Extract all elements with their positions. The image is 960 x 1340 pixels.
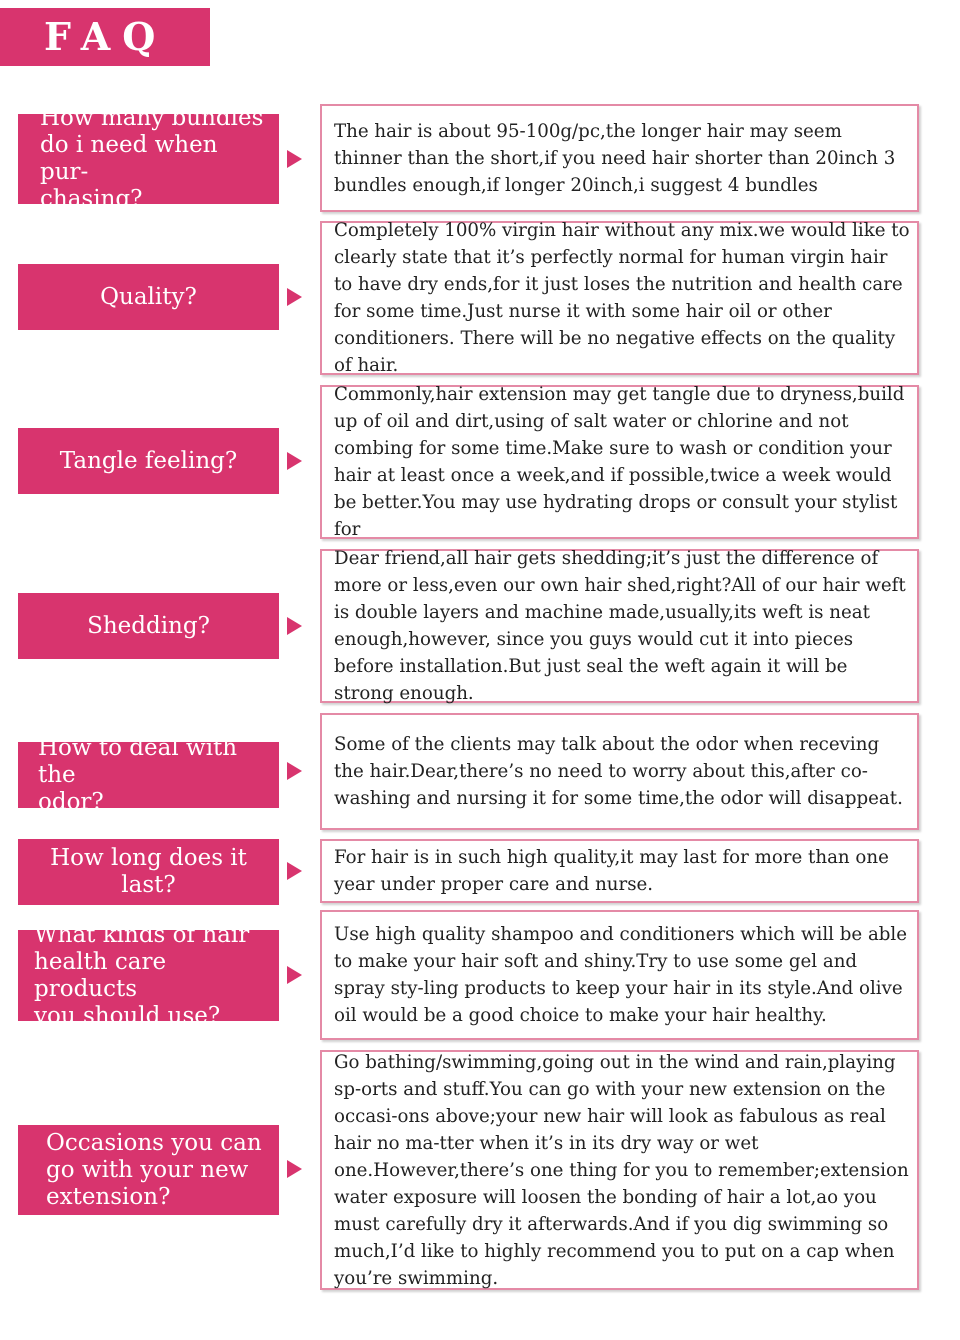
question-label: Quality?: [100, 283, 197, 310]
faq-answer-lifespan: [320, 839, 919, 903]
question-label: How long does it last?: [50, 845, 247, 898]
faq-question-products[interactable]: [18, 921, 279, 1029]
faq-question-quality[interactable]: [18, 264, 279, 330]
arrow-right-icon: [287, 1160, 302, 1178]
answer-text: Commonly,hair extension may get tangle due to dryness,build up of oil and dirt,using of salt water or chlorine and not combing for some time.Make sure to wash or condition your hair at least once a week,and if possible,twice a week would be better.You may use hydrating drops or consult your stylist for: [334, 384, 905, 540]
answer-text: Use high quality shampoo and conditioners which will be able to make your hair soft and shiny.Try to use some gel and spray sty-ling products to keep your hair in its style.And olive oil would be a good choice to make your hair healthy.: [334, 924, 908, 1026]
arrow-right-icon: [287, 452, 302, 470]
faq-answer-products: [320, 910, 919, 1040]
arrow-right-icon: [287, 288, 302, 306]
arrow-right-icon: [287, 617, 302, 635]
faq-question-lifespan[interactable]: [18, 839, 279, 905]
answer-text: Completely 100% virgin hair without any mix.we would like to clearly state that it’s perfectly normal for human virgin hair to have dry ends,for it just loses the nutrition and health care for some time.Just nurse it with some hair oil or other conditioners. There will be no negative effects on the quality of hair.: [334, 220, 910, 376]
question-label: Shedding?: [87, 612, 210, 639]
faq-question-tangle[interactable]: [18, 428, 279, 494]
answer-text: Dear friend,all hair gets shedding;it’s just the difference of more or less,even our own hair shed,right?All of our hair weft is double layers and machine made,usually,its weft is neat enough,however, since you guys would cut it into pieces before installation.But just seal the weft again it will be strong enough.: [334, 548, 906, 704]
answer-text: Some of the clients may talk about the odor when receving the hair.Dear,there’s no need to worry about this,after co-washing and nursing it for some time,the odor will disappeat.: [334, 734, 903, 809]
question-label: How many bundles do i need when pur- chasing?: [40, 105, 264, 212]
faq-title: FAQ: [0, 8, 210, 66]
faq-question-bundles[interactable]: [18, 105, 279, 212]
faq-answer-quality: [320, 221, 919, 375]
answer-text: Go bathing/swimming,going out in the wind and rain,playing sp-orts and stuff.You can go with your new extension on the occasi-ons above;your new hair will look as fabulous as real hair no ma-tter when it’s in its dry way or wet one.However,there’s one thing for you to remember;extension water exposure will loosen the bonding of hair a lot,ao you must carefully dry it afterwards.And if you dig swimming so much,I’d like to highly recommend you to put on a cap when you’re swimming.: [334, 1051, 909, 1289]
question-label: Tangle feeling?: [59, 447, 238, 474]
faq-question-odor[interactable]: [18, 734, 279, 815]
faq-question-occasions[interactable]: [18, 1125, 279, 1215]
answer-text: The hair is about 95-100g/pc,the longer hair may seem thinner than the short,if you need hair shorter than 20inch 3 bundles enough,if longer 20inch,i suggest 4 bundles: [334, 120, 896, 196]
faq-answer-shedding: [320, 549, 919, 703]
question-label: How to deal with the odor?: [38, 734, 238, 815]
arrow-right-icon: [287, 966, 302, 984]
answer-text: For hair is in such high quality,it may last for more than one year under proper care and nurse.: [334, 847, 889, 895]
faq-answer-tangle: [320, 385, 919, 539]
arrow-right-icon: [287, 862, 302, 880]
faq-question-shedding[interactable]: [18, 593, 279, 659]
faq-answer-bundles: [320, 104, 919, 212]
faq-answer-odor: [320, 713, 919, 830]
question-label: What kinds of hair health care products you should use?: [34, 921, 250, 1029]
arrow-right-icon: [287, 150, 302, 168]
faq-answer-occasions: [320, 1050, 919, 1290]
arrow-right-icon: [287, 762, 302, 780]
question-label: Occasions you can go with your new extension?: [46, 1129, 262, 1210]
